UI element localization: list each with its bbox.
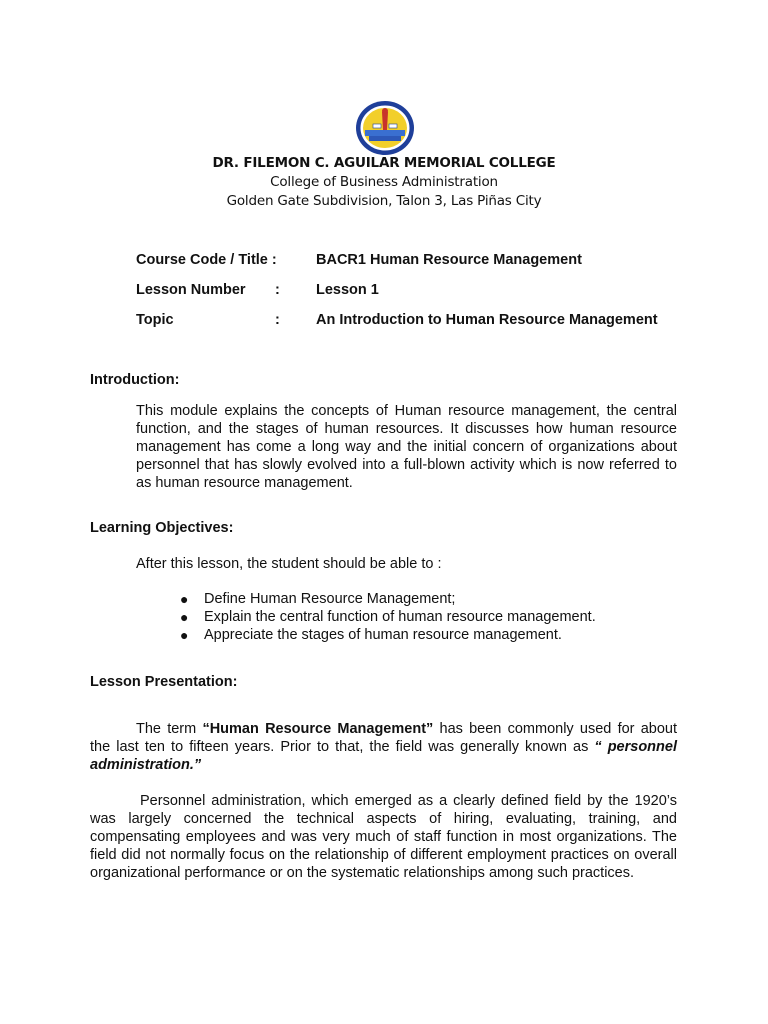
college-name: DR. FILEMON C. AGUILAR MEMORIAL COLLEGE <box>212 155 556 171</box>
objective-text: Appreciate the stages of human resource management. <box>204 627 562 643</box>
term-hrm: “Human Resource Management” <box>202 721 434 737</box>
introduction-text: This module explains the concepts of Human resource management, the central function, and the stages of human resources. It discusses how human resource management has come a long way and the initial concern of organizations about personnel that has slowly evolved into a full-blown activity which is now referred to as human resource management. <box>136 403 677 491</box>
lesson-number-label: Lesson Number <box>136 282 246 298</box>
college-seal-logo <box>355 100 415 156</box>
college-header <box>0 154 768 211</box>
p1-pre: The term <box>136 721 203 737</box>
bullet-icon: ● <box>180 627 189 643</box>
topic-colon: : <box>275 312 280 328</box>
presentation-paragraph-1 <box>90 720 677 774</box>
objectives-list <box>180 590 596 644</box>
topic-label: Topic <box>136 312 174 328</box>
course-code-label: Course Code / Title : <box>136 252 277 268</box>
objective-text: Define Human Resource Management; <box>204 591 456 607</box>
list-item <box>180 626 596 644</box>
lesson-number-value: Lesson 1 <box>316 282 379 298</box>
list-item <box>180 608 596 626</box>
college-address: Golden Gate Subdivision, Talon 3, Las Piñas City <box>226 193 542 209</box>
bullet-icon: ● <box>180 591 189 607</box>
objectives-lead: After this lesson, the student should be able to : <box>136 556 442 572</box>
term-personnel-administration: “ personnel administration.” <box>90 739 677 773</box>
introduction-heading: Introduction: <box>90 372 180 388</box>
objective-text: Explain the central function of human resource management. <box>204 609 596 625</box>
presentation-heading: Lesson Presentation: <box>90 674 238 690</box>
p1-mid: has been commonly used for about the last ten to fifteen years. Prior to that, the field was generally known as <box>90 721 678 755</box>
course-code-value: BACR1 Human Resource Management <box>316 252 582 268</box>
list-item <box>180 590 596 608</box>
lesson-number-colon: : <box>275 282 280 298</box>
objectives-heading: Learning Objectives: <box>90 520 234 536</box>
presentation-paragraph-2: Personnel administration, which emerged as a clearly defined field by the 1920’s was largely concerned the technical aspects of hiring, evaluating, training, and compensating employees and was very much of staff function in most organizations. The field did not normally focus on the relationship of different employment practices on overall organizational performance or on the systematic relationships among such practices. <box>90 793 677 881</box>
topic-value: An Introduction to Human Resource Management <box>316 312 658 328</box>
department-name: College of Business Administration <box>270 174 498 190</box>
bullet-icon: ● <box>180 609 189 625</box>
